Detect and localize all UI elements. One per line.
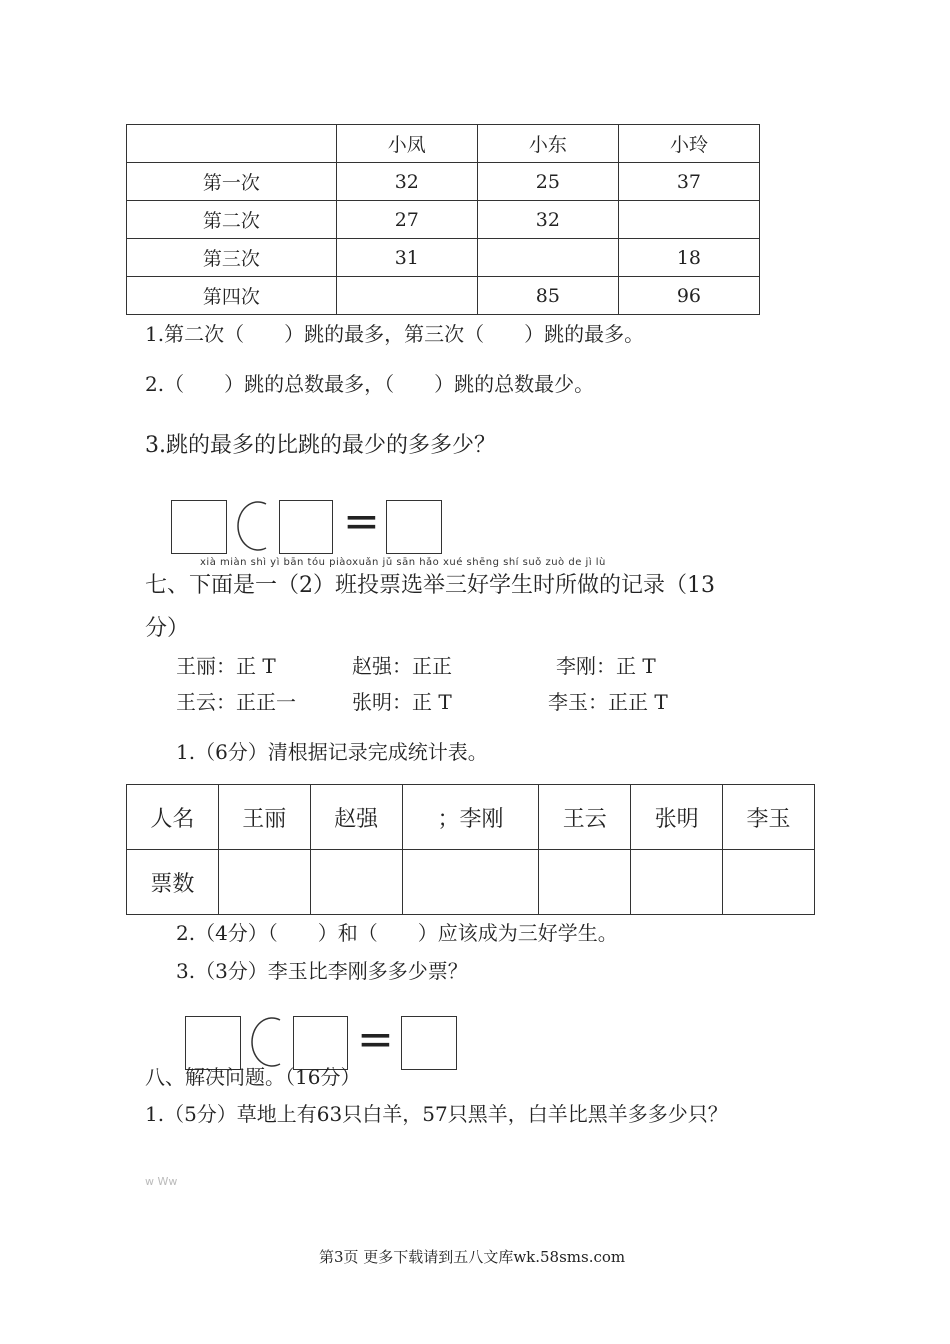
table-header-cell: ；李刚 [402,785,539,850]
answer-box[interactable] [279,500,333,554]
table-row [127,163,760,201]
table-input-cell[interactable] [539,850,631,915]
page-footer: 第3页 更多下载请到五八文库wk.58sms.com [319,1248,626,1266]
vote-record: 李玉：正正 T [548,690,668,714]
faint-mark: w Ww [145,1175,178,1188]
table-header-row [127,785,815,850]
table-cell: 第三次 [127,239,337,277]
table-cell: 18 [618,239,759,277]
vote-record: 王云：正正一 [176,690,296,714]
table-cell: 第四次 [127,277,337,315]
table-cell: 96 [618,277,759,315]
question-6-1: 1.第二次（ ）跳的最多，第三次（ ）跳的最多。 [145,322,645,346]
table-header-cell: 王云 [539,785,631,850]
section-8-title: 八、解决问题。（16分） [145,1065,361,1089]
table-cell: 37 [618,163,759,201]
table-row [127,277,760,315]
table-header-row [127,125,760,163]
vote-record: 赵强：正正 [352,654,452,678]
vote-count-table [126,784,815,915]
jump-rope-table [126,124,760,315]
question-6-3: 3.跳的最多的比跳的最少的多多少？ [145,433,496,458]
answer-box[interactable] [171,500,227,554]
table-cell: 25 [477,163,618,201]
answer-box[interactable] [401,1016,457,1070]
table-row [127,239,760,277]
table-cell: 31 [336,239,477,277]
table-input-cell[interactable] [631,850,723,915]
vote-record: 王丽：正 T [176,654,276,678]
table-input-cell[interactable] [310,850,402,915]
question-7-2: 2.（4分）（ ）和（ ）应该成为三好学生。 [176,921,618,945]
table-input-cell[interactable] [218,850,310,915]
table-header-cell: 王丽 [218,785,310,850]
table-input-cell[interactable] [402,850,539,915]
vote-record: 张明：正 T [352,690,452,714]
table-header-cell: 张明 [631,785,723,850]
vote-record: 李刚：正 T [556,654,656,678]
section-7-title: 七、下面是一（2）班投票选举三好学生时所做的记录（13 [145,573,715,598]
table-cell: 票数 [127,850,219,915]
section-7-title-cont: 分） [145,616,190,641]
table-header-cell: 小东 [477,125,618,163]
table-row [127,201,760,239]
table-cell: 32 [477,201,618,239]
question-8-1: 1.（5分）草地上有63只白羊，57只黑羊，白羊比黑羊多多少只？ [145,1102,728,1126]
table-header-cell: 人名 [127,785,219,850]
table-cell [618,201,759,239]
table-header-cell: 李玉 [723,785,815,850]
table-cell: 32 [336,163,477,201]
table-cell: 27 [336,201,477,239]
table-header-cell: 小凤 [336,125,477,163]
table-input-cell[interactable] [723,850,815,915]
question-7-3: 3.（3分）李玉比李刚多多少票？ [176,959,468,983]
operator-circle-icon[interactable] [230,498,274,554]
table-header-cell [127,125,337,163]
table-cell [477,239,618,277]
equals-sign: = [357,1014,394,1065]
table-header-cell: 赵强 [310,785,402,850]
table-cell [336,277,477,315]
table-row [127,850,815,915]
answer-box[interactable] [386,500,442,554]
table-header-cell: 小玲 [618,125,759,163]
pinyin-annotation: xià miàn shì yì bān tóu piàoxuǎn jǔ sān hǎo xué shēng shí suǒ zuò de jì lù [200,557,606,568]
question-7-1: 1.（6分）清根据记录完成统计表。 [176,740,488,764]
table-cell: 第一次 [127,163,337,201]
table-cell: 第二次 [127,201,337,239]
table-cell: 85 [477,277,618,315]
equals-sign: = [343,496,380,547]
question-6-2: 2.（ ）跳的总数最多，（ ）跳的总数最少。 [145,372,595,396]
